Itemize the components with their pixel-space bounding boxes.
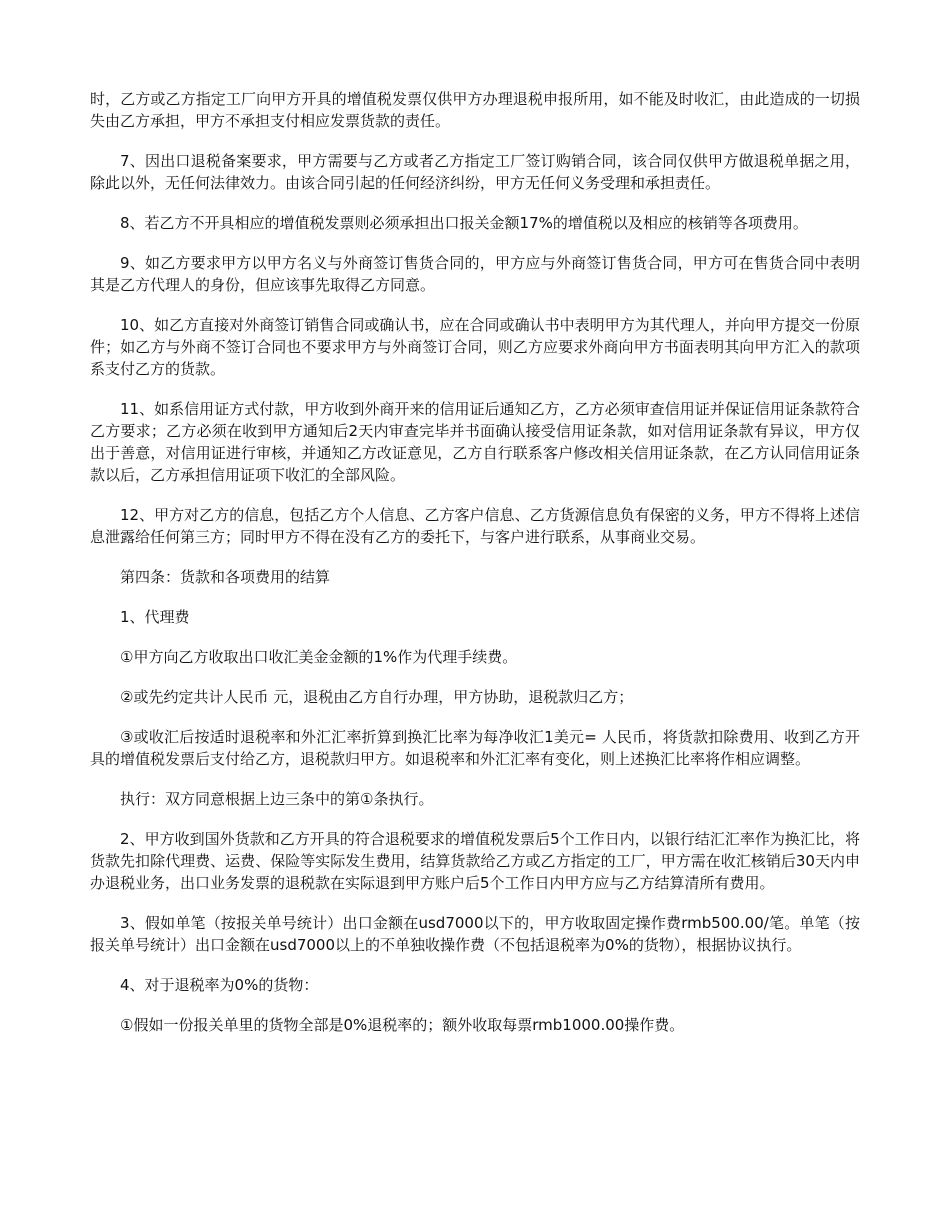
paragraph-continuation: 时，乙方或乙方指定工厂向甲方开具的增值税发票仅供甲方办理退税申报所用，如不能及时收汇，由此造成的一切损失由乙方承担，甲方不承担支付相应发票货款的责任。	[90, 90, 860, 130]
paragraph-fee-option-3: ③或收汇后按适时退税率和外汇汇率折算到换汇比率为每净收汇1美元= 人民币，将货款扣除费用、收到乙方开具的增值税发票后支付给乙方，退税款归甲方。如退税率和外汇汇率有变化，则上述换汇比率将作相应调整。	[90, 728, 860, 768]
paragraph-clause-7: 7、因出口退税备案要求，甲方需要与乙方或者乙方指定工厂签订购销合同，该合同仅供甲方做退税单据之用，除此以外，无任何法律效力。由该合同引起的任何经济纠纷，甲方无任何义务受理和承担责任。	[90, 152, 860, 192]
paragraph-fee-option-1: ①甲方向乙方收取出口收汇美金金额的1%作为代理手续费。	[120, 648, 518, 666]
subheading-agency-fee: 1、代理费	[120, 608, 190, 626]
paragraph-clause-3-operation-fee: 3、假如单笔（按报关单号统计）出口金额在usd7000以下的，甲方收取固定操作费rmb500.00/笔。单笔（按报关单号统计）出口金额在usd7000以上的不单独收操作费（不包括退税率为0%的货物），根据协议执行。	[90, 914, 860, 954]
paragraph-clause-2-settlement: 2、甲方收到国外货款和乙方开具的符合退税要求的增值税发票后5个工作日内，以银行结汇汇率作为换汇比，将货款先扣除代理费、运费、保险等实际发生费用，结算货款给乙方或乙方指定的工厂，甲方需在收汇核销后30天内申办退税业务，出口业务发票的退税款在实际退到甲方账户后5个工作日内甲方应与乙方结算清所有费用。	[90, 830, 860, 892]
paragraph-zero-rate-option-1: ①假如一份报关单里的货物全部是0%退税率的；额外收取每票rmb1000.00操作费。	[120, 1016, 685, 1034]
paragraph-execution: 执行：双方同意根据上边三条中的第①条执行。	[120, 790, 434, 808]
paragraph-fee-option-2: ②或先约定共计人民币 元，退税由乙方自行办理，甲方协助，退税款归乙方；	[120, 688, 634, 706]
section-heading-article-4: 第四条：货款和各项费用的结算	[120, 568, 331, 586]
paragraph-clause-10: 10、如乙方直接对外商签订销售合同或确认书，应在合同或确认书中表明甲方为其代理人，并向甲方提交一份原件；如乙方与外商不签订合同也不要求甲方与外商签订合同，则乙方应要求外商向甲方书面表明其向甲方汇入的款项系支付乙方的货款。	[90, 316, 860, 378]
paragraph-clause-8: 8、若乙方不开具相应的增值税发票则必须承担出口报关金额17%的增值税以及相应的核销等各项费用。	[120, 214, 808, 232]
paragraph-clause-9: 9、如乙方要求甲方以甲方名义与外商签订售货合同的，甲方应与外商签订售货合同，甲方可在售货合同中表明其是乙方代理人的身份，但应该事先取得乙方同意。	[90, 254, 860, 294]
paragraph-clause-12: 12、甲方对乙方的信息，包括乙方个人信息、乙方客户信息、乙方货源信息负有保密的义务，甲方不得将上述信息泄露给任何第三方；同时甲方不得在没有乙方的委托下，与客户进行联系，从事商业交易。	[90, 506, 860, 546]
paragraph-clause-4-zero-rate: 4、对于退税率为0%的货物：	[120, 976, 319, 994]
paragraph-clause-11: 11、如系信用证方式付款，甲方收到外商开来的信用证后通知乙方，乙方必须审查信用证并保证信用证条款符合乙方要求；乙方必须在收到甲方通知后2天内审查完毕并书面确认接受信用证条款，如对信用证条款有异议，甲方仅出于善意，对信用证进行审核，并通知乙方改证意见，乙方自行联系客户修改相关信用证条款，在乙方认同信用证条款以后，乙方承担信用证项下收汇的全部风险。	[90, 400, 860, 484]
